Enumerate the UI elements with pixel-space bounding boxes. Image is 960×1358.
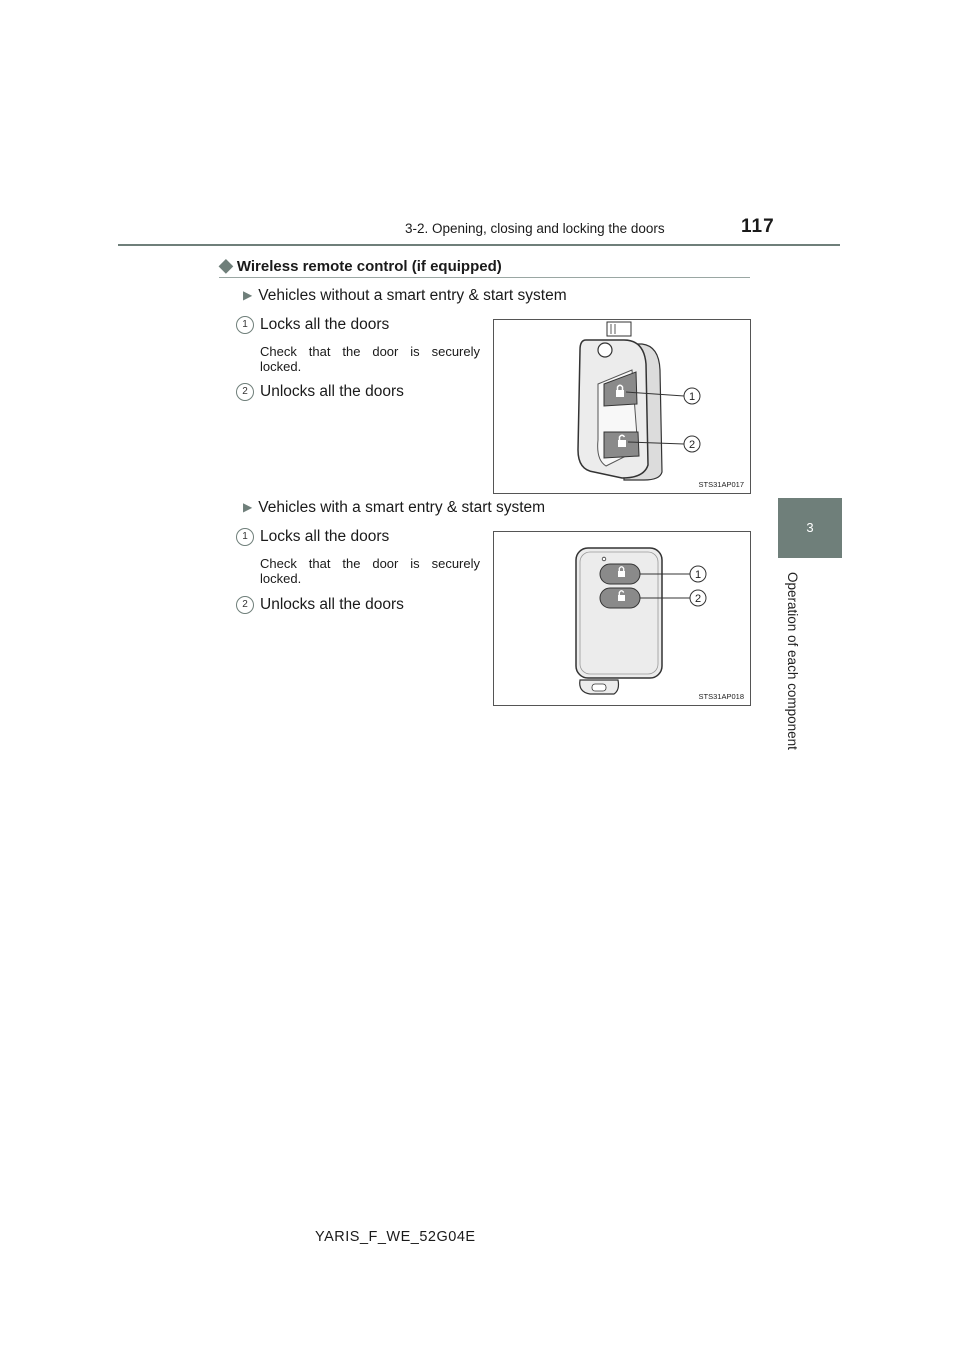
- section-heading-text: Wireless remote control (if equipped): [236, 258, 502, 275]
- lock-button: [600, 564, 640, 584]
- lock-icon: [618, 571, 625, 577]
- step-item: [236, 316, 389, 336]
- figure-folding-key: [493, 319, 751, 494]
- chapter-number: 3: [806, 520, 814, 535]
- unlock-icon: [618, 440, 626, 447]
- step-item: [236, 596, 404, 616]
- lock-icon: [616, 390, 624, 397]
- unlock-icon: [618, 595, 625, 601]
- step-note: Check that the door is securely locked.: [260, 556, 480, 586]
- figure-code: STS31AP018: [698, 692, 744, 701]
- step-text: Unlocks all the doors: [260, 596, 404, 613]
- unlock-button: [600, 588, 640, 608]
- figure-smart-key: [493, 531, 751, 706]
- smart-key-illustration: [494, 532, 750, 705]
- step-number-badge: 2: [236, 383, 254, 401]
- step-number-badge: 2: [236, 596, 254, 614]
- callout-1: 1: [694, 569, 702, 581]
- diamond-icon: ◆: [219, 255, 233, 275]
- header-divider: [118, 244, 840, 246]
- variant-title: ▶ Vehicles with a smart entry & start system: [243, 499, 546, 516]
- figure-code: STS31AP017: [698, 480, 744, 489]
- page-number: 117: [741, 216, 775, 237]
- unlock-button: [604, 432, 639, 458]
- folding-key-illustration: [494, 320, 750, 493]
- document-code: YARIS_F_WE_52G04E: [315, 1229, 476, 1245]
- step-item: [236, 383, 404, 403]
- triangle-bullet-icon: ▶: [243, 500, 253, 514]
- variant-title: ▶ Vehicles without a smart entry & start system: [243, 287, 567, 304]
- step-text: Unlocks all the doors: [260, 383, 404, 400]
- triangle-bullet-icon: ▶: [243, 288, 253, 302]
- chapter-title: Operation of each component: [785, 572, 800, 750]
- section-heading: [219, 255, 502, 276]
- step-number-badge: 1: [236, 316, 254, 334]
- header-section-title: 3-2. Opening, closing and locking the doors: [405, 221, 665, 236]
- step-note: Check that the door is securely locked.: [260, 344, 480, 374]
- callout-2: 2: [694, 593, 702, 605]
- section-divider: [219, 277, 750, 278]
- callout-1: 1: [688, 391, 696, 403]
- step-item: [236, 528, 389, 548]
- step-text: Locks all the doors: [260, 316, 390, 333]
- callout-2: 2: [688, 439, 696, 451]
- step-text: Locks all the doors: [260, 528, 390, 545]
- step-number-badge: 1: [236, 528, 254, 546]
